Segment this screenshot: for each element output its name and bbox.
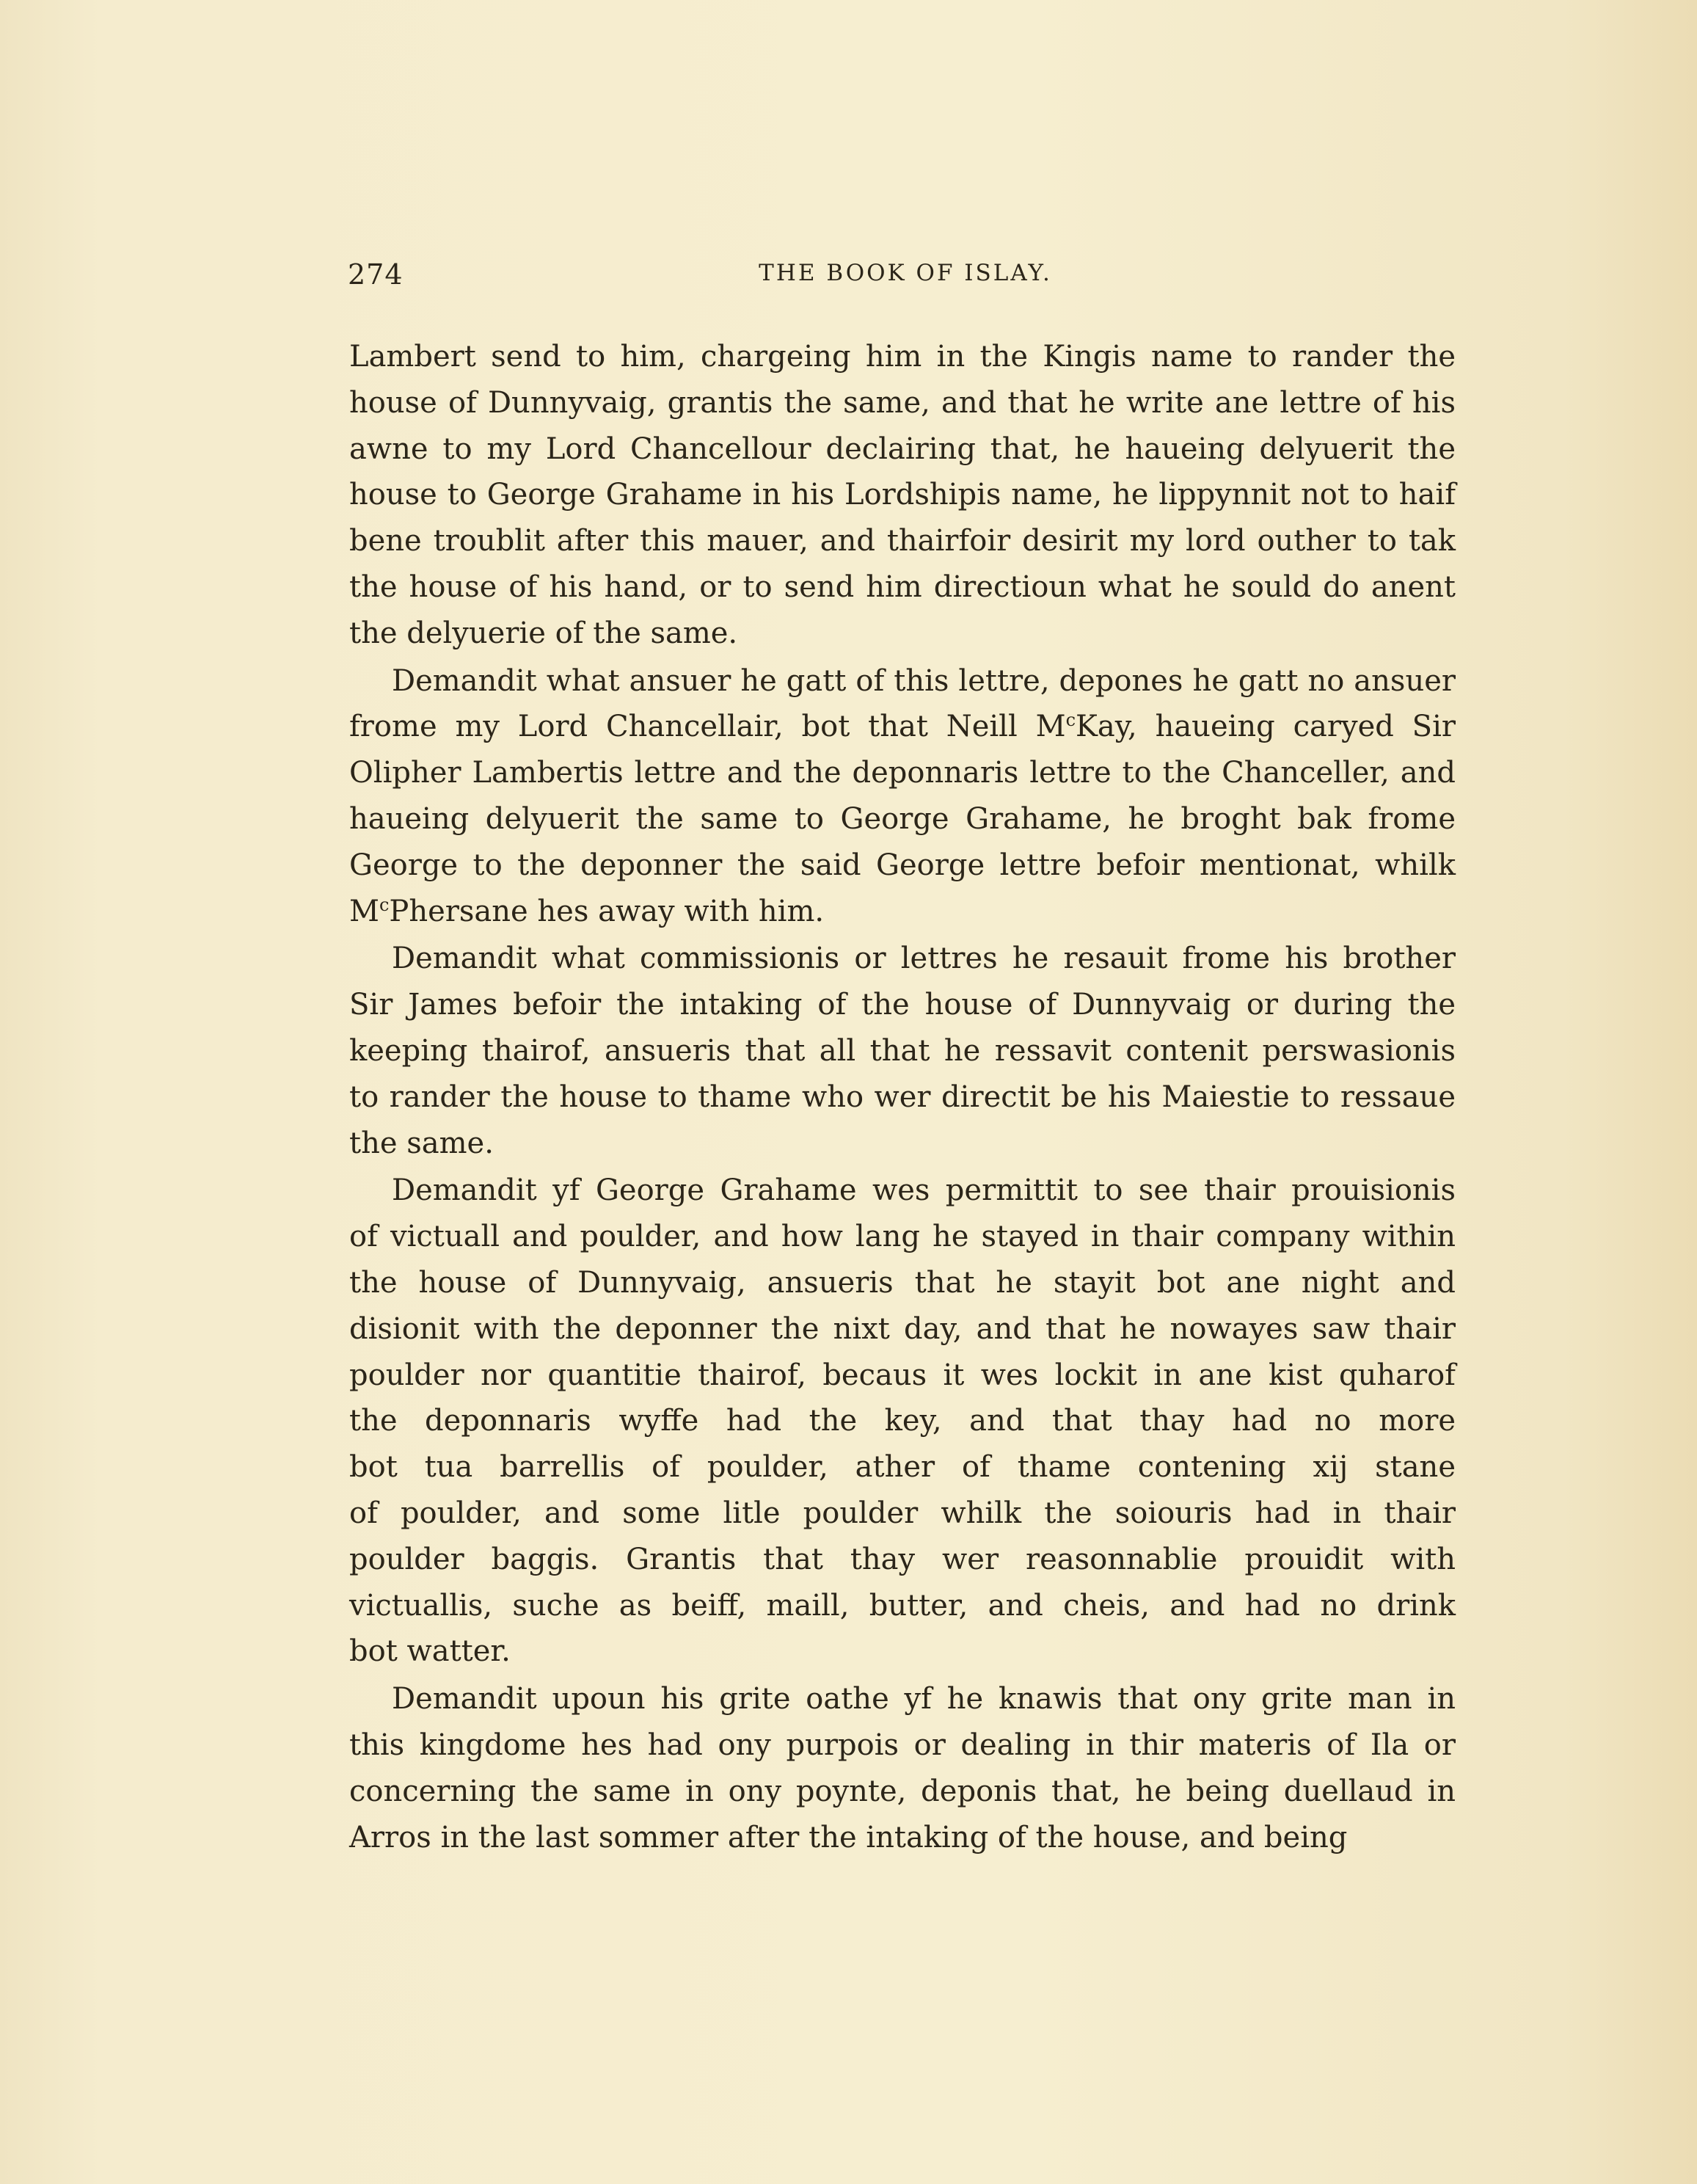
paragraph <box>349 1676 1456 1860</box>
text-line: to rander the house to thame who wer directit be his Maiestie to ressaue <box>349 1080 1456 1114</box>
text-line: haueing delyuerit the same to George Grahame, he broght bak frome <box>349 801 1456 836</box>
text-line: Olipher Lambertis lettre and the deponnaris lettre to the Chanceller, and <box>349 756 1456 790</box>
text-line: poulder nor quantitie thairof, becaus it wes lockit in ane kist quharof <box>349 1358 1456 1392</box>
text-line: the delyuerie of the same. <box>349 616 738 650</box>
text-line: Demandit what ansuer he gatt of this lettre, depones he gatt no ansuer <box>392 663 1456 698</box>
text-line: the deponnaris wyffe had the key, and that thay had no more <box>349 1404 1456 1438</box>
text-line: the same. <box>349 1126 494 1160</box>
text-line: Arros in the last sommer after the intaking of the house, and being <box>349 1820 1348 1854</box>
text-line: keeping thairof, ansueris that all that he ressavit contenit perswasionis <box>349 1033 1456 1068</box>
text-line: Lambert send to him, chargeing him in the Kingis name to rander the <box>349 340 1456 374</box>
text-line: disionit with the deponner the nixt day, and that he nowayes saw thair <box>349 1311 1456 1346</box>
text-line: victuallis, suche as beiff, maill, butter, and cheis, and had no drink <box>349 1588 1456 1623</box>
text-line: George to the deponner the said George lettre befoir mentionat, whilk <box>349 848 1456 882</box>
text-line: Demandit yf George Grahame wes permittit to see thair prouisionis <box>392 1173 1456 1208</box>
page-number: 274 <box>348 258 404 291</box>
text-line: the house of his hand, or to send him directioun what he sould do anent <box>349 569 1456 604</box>
text-line: Sir James befoir the intaking of the house of Dunnyvaig or during the <box>349 988 1456 1022</box>
paragraph <box>349 1168 1456 1675</box>
body-text <box>349 334 1456 1862</box>
paragraph <box>349 936 1456 1166</box>
text-line: house to George Grahame in his Lordshipis name, he lippynnit not to haif <box>349 478 1456 512</box>
text-line: the house of Dunnyvaig, ansueris that he stayit bot ane night and <box>349 1265 1456 1300</box>
text-line: house of Dunnyvaig, grantis the same, and that he write ane lettre of his <box>349 385 1456 420</box>
text-line: of poulder, and some litle poulder whilk the soiouris had in thair <box>349 1496 1456 1530</box>
running-head <box>348 258 1463 302</box>
text-line: poulder baggis. Grantis that thay wer reasonnablie prouidit with <box>349 1542 1456 1576</box>
text-line: concerning the same in ony poynte, deponis that, he being duellaud in <box>349 1774 1456 1808</box>
text-line: frome my Lord Chancellair, bot that Neill $M^cKay$, haueing caryed Sir <box>349 710 1456 744</box>
paragraph <box>349 334 1456 657</box>
text-line: bot watter. <box>349 1634 511 1669</box>
text-line: this kingdome hes had ony purpois or dealing in thir materis of Ila or <box>349 1728 1456 1762</box>
text-line: awne to my Lord Chancellour declairing that, he haueing delyuerit the <box>349 432 1456 466</box>
text-line: bene troublit after this mauer, and thairfoir desirit my lord outher to tak <box>349 524 1456 558</box>
text-line: Demandit what commissionis or lettres he resauit frome his brother <box>392 942 1456 976</box>
text-line: of victuall and poulder, and how lang he stayed in thair company within <box>349 1220 1456 1254</box>
paragraph <box>349 658 1456 935</box>
text-line: bot tua barrellis of poulder, ather of thame contening xij stane <box>349 1450 1456 1485</box>
text-line: Demandit upoun his grite oathe yf he knawis that ony grite man in <box>392 1682 1456 1717</box>
running-title: THE BOOK OF ISLAY. <box>759 260 1052 286</box>
text-line: $M^cPhersane$ hes away with him. <box>349 894 825 928</box>
